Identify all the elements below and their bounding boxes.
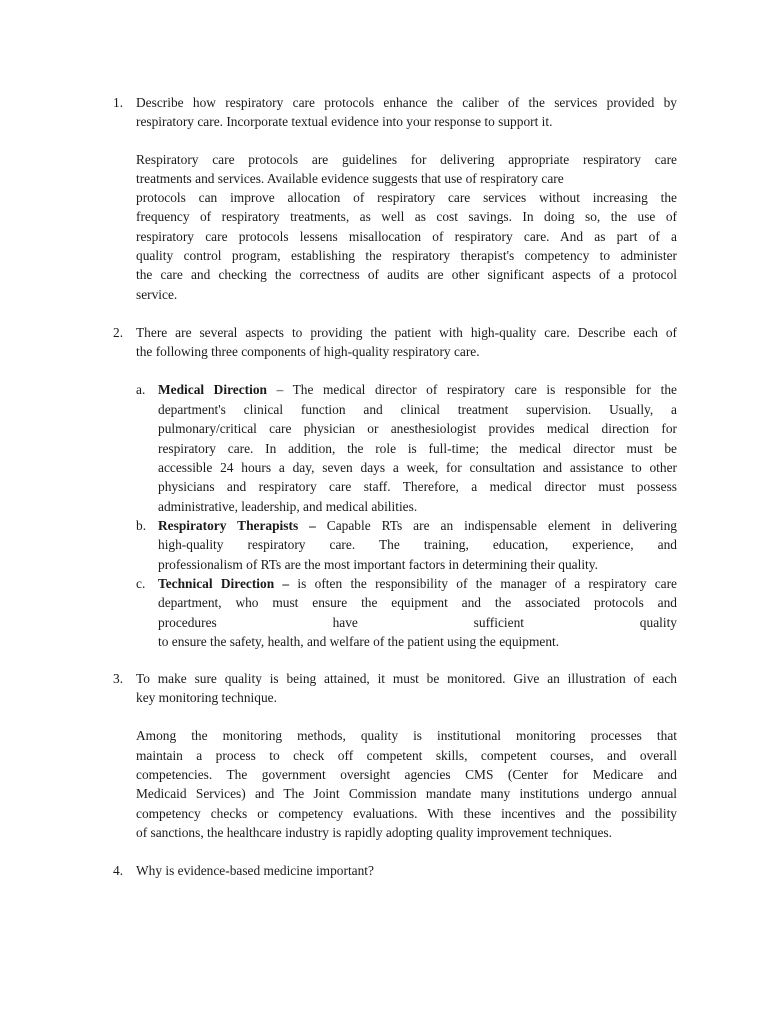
answer-1-line-4: frequency of respiratory treatments, as well as cost savings. In doing so, the use of <box>136 209 677 224</box>
question-4-number: 4. <box>113 863 124 878</box>
item-b-line-1-text: Capable RTs are an indispensable element in delivering <box>315 518 677 533</box>
item-c-letter: c. <box>136 576 146 591</box>
answer-3-line-5: competency checks or competency evaluations. With these incentives and the possibility <box>136 806 677 821</box>
answer-1-line-8: service. <box>136 287 178 302</box>
item-c-line-1 <box>158 574 677 593</box>
question-3-number: 3. <box>113 671 124 686</box>
item-a-term: Medical Direction <box>158 382 267 397</box>
answer-1-line-5: respiratory care protocols lessens misallocation of respiratory care. And as part of a <box>136 229 677 244</box>
item-a-line-1-text: – The medical director of respiratory care is responsible for the <box>267 382 677 397</box>
item-b-letter: b. <box>136 518 147 533</box>
question-4-line-1: Why is evidence-based medicine important? <box>136 863 374 878</box>
item-a-line-1 <box>158 380 677 399</box>
answer-1-line-2: treatments and services. Available evidence suggests that use of respiratory care <box>136 171 564 186</box>
question-1-line-1: Describe how respiratory care protocols enhance the caliber of the services provided by <box>136 95 677 110</box>
item-c-line-1-text: is often the responsibility of the manager of a respiratory care <box>289 576 677 591</box>
item-a-line-4: respiratory care. In addition, the role is full-time; the medical director must be <box>158 441 677 456</box>
item-a-line-5: accessible 24 hours a day, seven days a week, for consultation and assistance to other <box>158 460 677 475</box>
item-c-line-3: procedures have sufficient quality <box>158 615 677 630</box>
answer-3-line-1: Among the monitoring methods, quality is institutional monitoring processes that <box>136 728 677 743</box>
answer-3-line-4: Medicaid Services) and The Joint Commission mandate many institutions undergo annual <box>136 786 677 801</box>
answer-1-line-7: the care and checking the correctness of audits are other significant aspects of a protocol <box>136 267 677 282</box>
item-c-line-4: to ensure the safety, health, and welfare of the patient using the equipment. <box>158 634 560 649</box>
item-c-term: Technical Direction – <box>158 576 290 591</box>
question-2-line-1: There are several aspects to providing the patient with high-quality care. Describe each of <box>136 325 677 340</box>
item-a-line-7: administrative, leadership, and medical abilities. <box>158 499 418 514</box>
question-1-number: 1. <box>113 95 124 110</box>
question-2-number: 2. <box>113 325 124 340</box>
item-b-line-2: high-quality respiratory care. The training, education, experience, and <box>158 537 677 552</box>
answer-1-line-3: protocols can improve allocation of respiratory care services without increasing the <box>136 190 677 205</box>
item-a-line-6: physicians and respiratory care staff. Therefore, a medical director must possess <box>158 479 677 494</box>
item-a-letter: a. <box>136 382 146 397</box>
item-b-line-1 <box>158 516 677 535</box>
item-b-term: Respiratory Therapists – <box>158 518 316 533</box>
item-c-line-2: department, who must ensure the equipment and the associated protocols and <box>158 595 677 610</box>
item-b-line-3: professionalism of RTs are the most important factors in determining their quality. <box>158 557 598 572</box>
question-1-line-2: respiratory care. Incorporate textual evidence into your response to support it. <box>136 114 553 129</box>
question-3-line-2: key monitoring technique. <box>136 690 277 705</box>
question-2-line-2: the following three components of high-quality respiratory care. <box>136 344 480 359</box>
answer-3-line-2: maintain a process to check off competent skills, competent courses, and overall <box>136 748 677 763</box>
answer-3-line-3: competencies. The government oversight agencies CMS (Center for Medicare and <box>136 767 677 782</box>
item-a-line-2: department's clinical function and clinical treatment supervision. Usually, a <box>158 402 677 417</box>
answer-1-line-6: quality control program, establishing the respiratory therapist's competency to administer <box>136 248 677 263</box>
item-a-line-3: pulmonary/critical care physician or anesthesiologist provides medical direction for <box>158 421 677 436</box>
answer-3-line-6: of sanctions, the healthcare industry is rapidly adopting quality improvement techniques. <box>136 825 612 840</box>
question-3-line-1: To make sure quality is being attained, it must be monitored. Give an illustration of each <box>136 671 677 686</box>
answer-1-line-1: Respiratory care protocols are guidelines for delivering appropriate respiratory care <box>136 152 677 167</box>
